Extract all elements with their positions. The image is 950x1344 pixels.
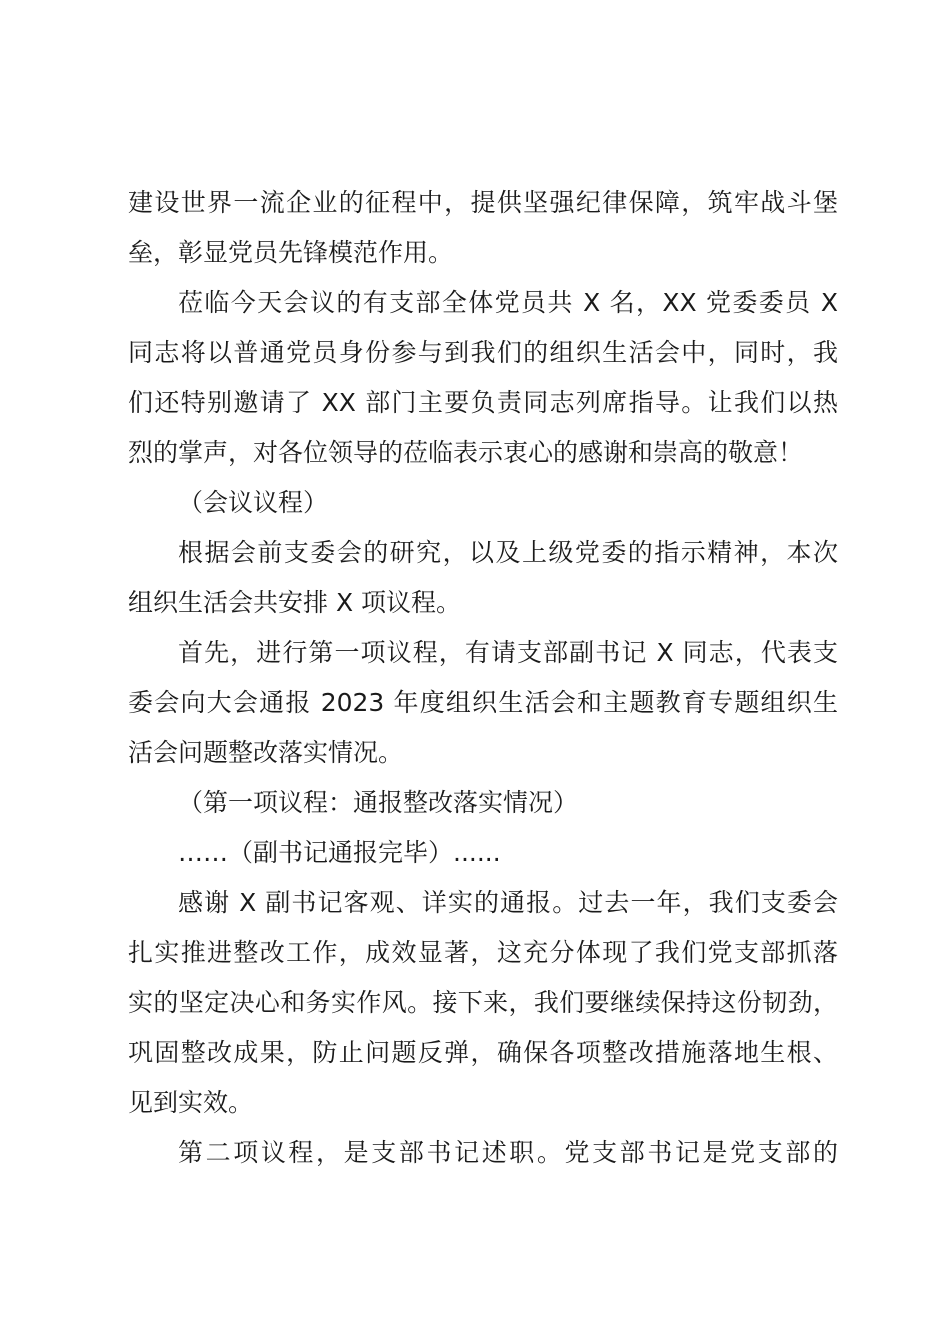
section-marker: （会议议程） <box>178 488 329 517</box>
agenda-marker: （第一项议程：通报整改落实情况） <box>178 788 579 817</box>
agenda-note: ……（副书记通报完毕）...... <box>178 838 501 867</box>
paragraph-line: 实的坚定决心和务实作风。接下来，我们要继续保持这份韧劲， <box>128 988 838 1017</box>
paragraph-line: 见到实效。 <box>128 1088 254 1117</box>
paragraph-line: 第二项议程，是支部书记述职。党支部书记是党支部的 <box>178 1138 838 1167</box>
paragraph-line: 活会问题整改落实情况。 <box>128 738 404 767</box>
paragraph-line: 委会向大会通报 2023 年度组织生活会和主题教育专题组织生 <box>128 688 838 717</box>
paragraph-line: 根据会前支委会的研究，以及上级党委的指示精神，本次 <box>178 538 838 567</box>
paragraph-line: 扎实推进整改工作，成效显著，这充分体现了我们党支部抓落 <box>128 938 838 967</box>
paragraph-line: 垒，彰显党员先锋模范作用。 <box>128 238 454 267</box>
document-body <box>128 178 838 1178</box>
paragraph-line: 莅临今天会议的有支部全体党员共 X 名，XX 党委委员 X <box>178 288 838 317</box>
paragraph-line: 首先，进行第一项议程，有请支部副书记 X 同志，代表支 <box>178 638 838 667</box>
paragraph-line: 巩固整改成果，防止问题反弹，确保各项整改措施落地生根、 <box>128 1038 838 1067</box>
paragraph-line: 建设世界一流企业的征程中，提供坚强纪律保障，筑牢战斗堡 <box>128 188 838 217</box>
paragraph-line: 们还特别邀请了 XX 部门主要负责同志列席指导。让我们以热 <box>128 388 838 417</box>
paragraph-line: 感谢 X 副书记客观、详实的通报。过去一年，我们支委会 <box>178 888 838 917</box>
paragraph-line: 同志将以普通党员身份参与到我们的组织生活会中，同时，我 <box>128 338 838 367</box>
paragraph-line: 烈的掌声，对各位领导的莅临表示衷心的感谢和崇高的敬意！ <box>128 438 804 467</box>
paragraph-line: 组织生活会共安排 X 项议程。 <box>128 588 462 617</box>
